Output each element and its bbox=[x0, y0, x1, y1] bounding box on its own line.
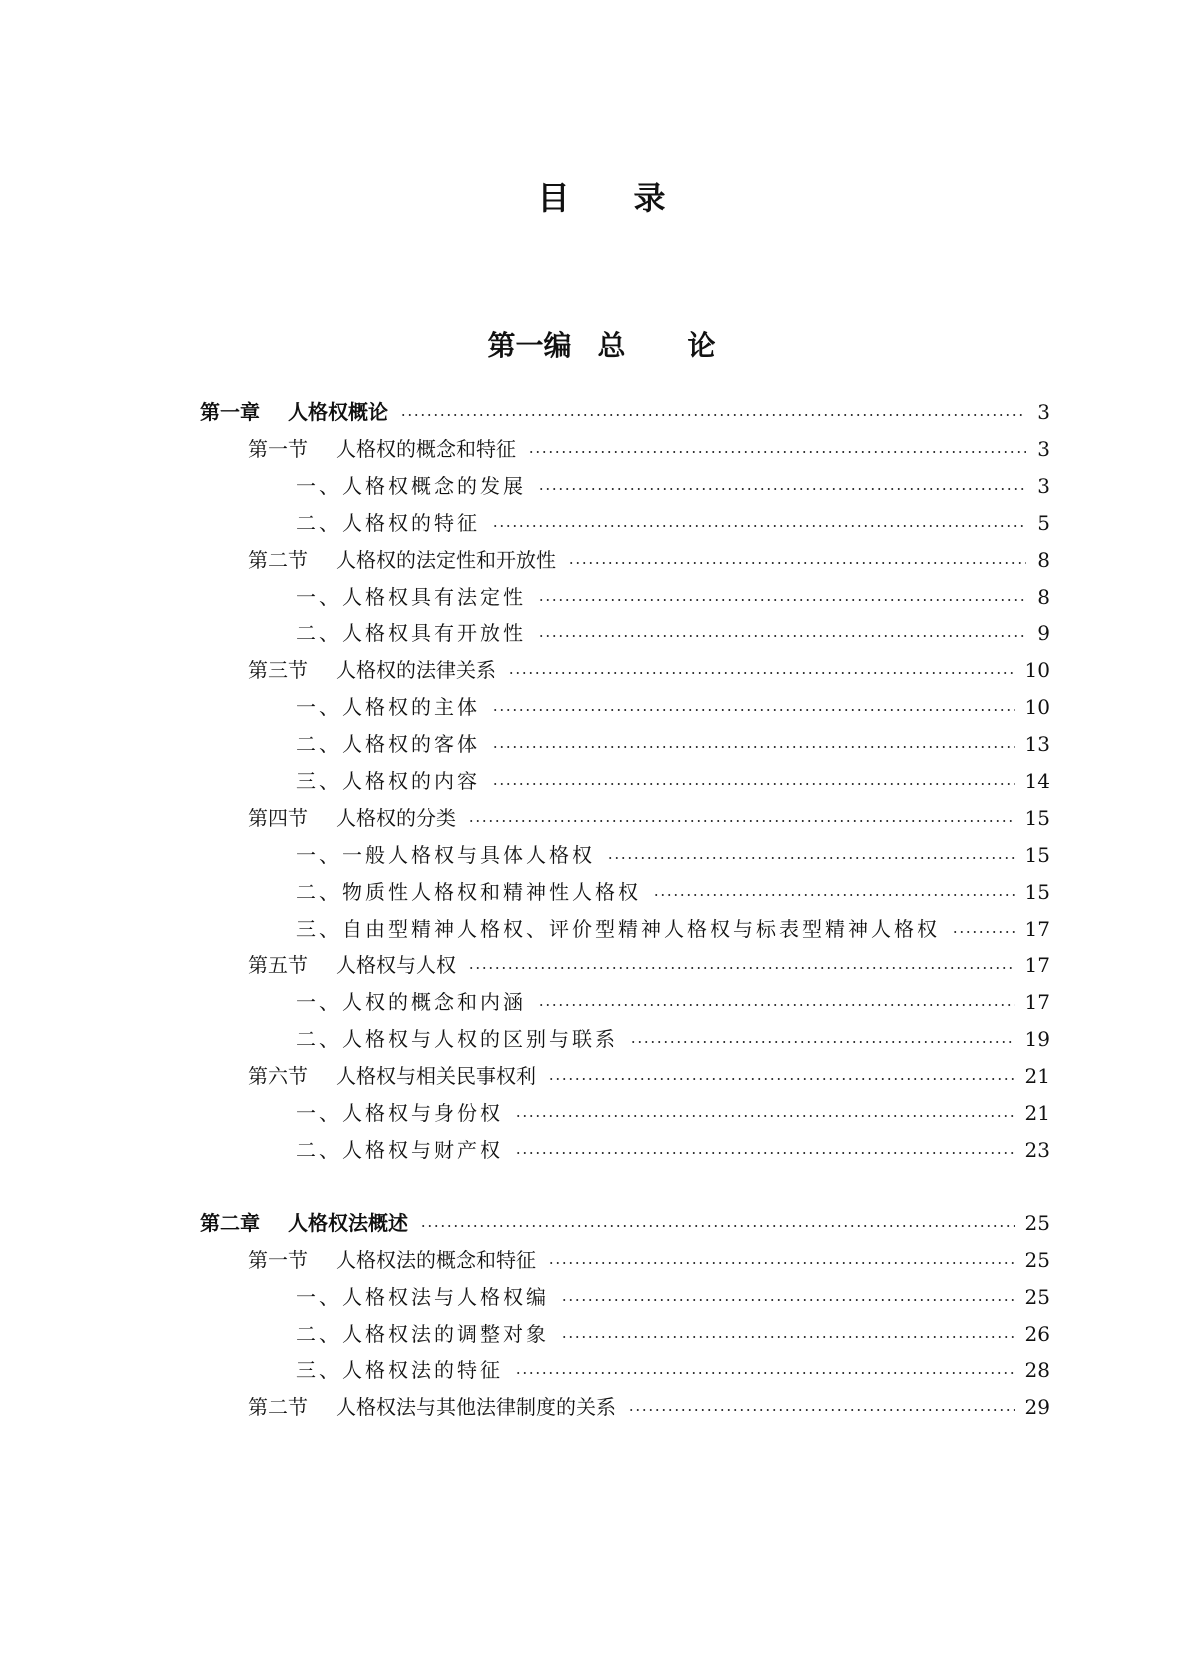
toc-entry-label bbox=[296, 875, 641, 909]
toc-item-row[interactable] bbox=[200, 469, 1050, 503]
toc-section-row[interactable] bbox=[200, 432, 1050, 466]
toc-entry-label bbox=[296, 506, 480, 540]
toc-entry-label bbox=[296, 469, 526, 503]
toc-page-number: 3 bbox=[1037, 400, 1050, 424]
toc-entry-title: 二、人格权法的调整对象 bbox=[296, 1322, 549, 1346]
toc-page-number: 17 bbox=[1024, 917, 1050, 941]
toc-entry-title: 人格权概论 bbox=[288, 400, 388, 424]
toc-entry-label bbox=[296, 1353, 503, 1387]
toc-entry-label bbox=[248, 948, 456, 982]
toc-item-row[interactable] bbox=[200, 1353, 1050, 1387]
toc-item-row[interactable] bbox=[200, 838, 1050, 872]
toc-entry-title: 三、人格权法的特征 bbox=[296, 1358, 503, 1382]
toc-page-number: 15 bbox=[1024, 806, 1050, 830]
dot-leader bbox=[538, 635, 1026, 637]
toc-page-number: 10 bbox=[1024, 658, 1050, 682]
dot-leader bbox=[515, 1152, 1015, 1154]
toc-entry-title: 二、人格权与财产权 bbox=[296, 1138, 503, 1162]
toc-page-number: 14 bbox=[1024, 769, 1050, 793]
toc-entry-title: 人格权法与其他法律制度的关系 bbox=[336, 1395, 616, 1419]
dot-leader bbox=[492, 783, 1015, 785]
toc-page-number: 8 bbox=[1037, 548, 1050, 572]
toc-page-number: 21 bbox=[1024, 1101, 1050, 1125]
toc-item-row[interactable] bbox=[200, 985, 1050, 1019]
toc-entry-label bbox=[296, 727, 480, 761]
toc-item-row[interactable] bbox=[200, 1022, 1050, 1056]
toc-section-row[interactable] bbox=[200, 543, 1050, 577]
dot-leader bbox=[468, 967, 1015, 969]
toc-entry-title: 一、人格权概念的发展 bbox=[296, 474, 526, 498]
toc-section-row[interactable] bbox=[200, 1059, 1050, 1093]
toc-item-row[interactable] bbox=[200, 912, 1050, 946]
toc-page-number: 5 bbox=[1037, 511, 1050, 535]
page-title: 目录 bbox=[537, 179, 730, 217]
dot-leader bbox=[561, 1299, 1015, 1301]
toc-page-number: 15 bbox=[1024, 880, 1050, 904]
toc-entry-label bbox=[296, 1022, 618, 1056]
toc-entry-label bbox=[296, 912, 940, 946]
toc-item-row[interactable] bbox=[200, 1096, 1050, 1130]
toc-page-number: 25 bbox=[1024, 1248, 1050, 1272]
toc-entry-number: 第三节 bbox=[248, 658, 308, 682]
toc-page-number: 9 bbox=[1037, 621, 1050, 645]
dot-leader bbox=[492, 746, 1015, 748]
toc-entry-title: 一、人格权具有法定性 bbox=[296, 585, 526, 609]
toc-entry-number: 第一章 bbox=[200, 400, 260, 424]
toc-page-number: 8 bbox=[1037, 585, 1050, 609]
toc-page-number: 25 bbox=[1024, 1285, 1050, 1309]
toc-section-row[interactable] bbox=[200, 1390, 1050, 1424]
toc-entry-number: 第一节 bbox=[248, 1248, 308, 1272]
toc-entry-title: 二、人格权具有开放性 bbox=[296, 621, 526, 645]
toc-entry-title: 人格权与相关民事权利 bbox=[336, 1064, 536, 1088]
dot-leader bbox=[400, 414, 1026, 416]
dot-leader bbox=[653, 894, 1015, 896]
dot-leader bbox=[515, 1372, 1015, 1374]
toc-entry-title: 人格权法的概念和特征 bbox=[336, 1248, 536, 1272]
toc-page-number: 3 bbox=[1037, 474, 1050, 498]
dot-leader bbox=[548, 1262, 1015, 1264]
toc-entry-number: 第四节 bbox=[248, 806, 308, 830]
toc-entry-title: 人格权的法律关系 bbox=[336, 658, 496, 682]
toc-entry-title: 一、人格权的主体 bbox=[296, 695, 480, 719]
toc-page-number: 15 bbox=[1024, 843, 1050, 867]
toc-entry-label bbox=[248, 543, 556, 577]
toc-section-row[interactable] bbox=[200, 801, 1050, 835]
toc-entry-title: 人格权与人权 bbox=[336, 953, 456, 977]
toc-entry-label bbox=[248, 801, 456, 835]
dot-leader bbox=[630, 1041, 1015, 1043]
dot-leader bbox=[538, 599, 1026, 601]
toc-entry-label bbox=[248, 1390, 616, 1424]
toc-page-number: 23 bbox=[1024, 1138, 1050, 1162]
toc-entry-label bbox=[296, 1317, 549, 1351]
toc-entry-title: 二、人格权与人权的区别与联系 bbox=[296, 1027, 618, 1051]
toc-entry-label bbox=[248, 1243, 536, 1277]
toc-entry-number: 第二章 bbox=[200, 1211, 260, 1235]
part-label: 第一编 bbox=[487, 329, 572, 362]
toc-page-number: 25 bbox=[1024, 1211, 1050, 1235]
toc-item-row[interactable] bbox=[200, 1280, 1050, 1314]
toc-entry-label bbox=[296, 690, 480, 724]
toc-entry-title: 人格权法概述 bbox=[288, 1211, 408, 1235]
toc-item-row[interactable] bbox=[200, 727, 1050, 761]
toc-chapter-row[interactable] bbox=[200, 395, 1050, 429]
toc-entry-number: 第二节 bbox=[248, 1395, 308, 1419]
toc-entry-number: 第六节 bbox=[248, 1064, 308, 1088]
dot-leader bbox=[468, 820, 1015, 822]
dot-leader bbox=[628, 1409, 1015, 1411]
toc-entry-title: 二、物质性人格权和精神性人格权 bbox=[296, 880, 641, 904]
toc-page-number: 21 bbox=[1024, 1064, 1050, 1088]
toc-item-row[interactable] bbox=[200, 1317, 1050, 1351]
toc-entry-title: 三、人格权的内容 bbox=[296, 769, 480, 793]
toc-entry-label bbox=[296, 764, 480, 798]
toc-item-row[interactable] bbox=[200, 1133, 1050, 1167]
dot-leader bbox=[508, 672, 1015, 674]
toc-entry-label bbox=[296, 1280, 549, 1314]
toc-entry-number: 第五节 bbox=[248, 953, 308, 977]
toc-item-row[interactable] bbox=[200, 616, 1050, 650]
toc-item-row[interactable] bbox=[200, 690, 1050, 724]
toc-entry-label bbox=[296, 985, 526, 1019]
toc-page-number: 3 bbox=[1037, 437, 1050, 461]
toc-entry-title: 一、一般人格权与具体人格权 bbox=[296, 843, 595, 867]
toc-entry-title: 二、人格权的特征 bbox=[296, 511, 480, 535]
toc-entry-label bbox=[296, 616, 526, 650]
part-title-first-char: 总 bbox=[597, 329, 626, 362]
toc-entry-title: 一、人权的概念和内涵 bbox=[296, 990, 526, 1014]
dot-leader bbox=[538, 488, 1026, 490]
dot-leader bbox=[492, 709, 1015, 711]
toc-section-row[interactable] bbox=[200, 1243, 1050, 1277]
toc-entry-title: 一、人格权与身份权 bbox=[296, 1101, 503, 1125]
toc-entry-title: 人格权的分类 bbox=[336, 806, 456, 830]
toc-entry-label bbox=[248, 432, 516, 466]
dot-leader bbox=[952, 931, 1015, 933]
toc-page-number: 29 bbox=[1024, 1395, 1050, 1419]
toc-entry-title: 人格权的概念和特征 bbox=[336, 437, 516, 461]
toc-entry-label bbox=[200, 395, 388, 429]
part-title-second-char: 论 bbox=[687, 329, 716, 362]
toc-entry-label bbox=[248, 1059, 536, 1093]
dot-leader bbox=[607, 857, 1015, 859]
toc-page-number: 13 bbox=[1024, 732, 1050, 756]
dot-leader bbox=[568, 562, 1026, 564]
toc-entry-title: 一、人格权法与人格权编 bbox=[296, 1285, 549, 1309]
toc-section-row[interactable] bbox=[200, 948, 1050, 982]
dot-leader bbox=[538, 1004, 1015, 1006]
part-title bbox=[0, 326, 1203, 366]
dot-leader bbox=[492, 525, 1026, 527]
dot-leader bbox=[561, 1336, 1015, 1338]
toc-page-number: 17 bbox=[1024, 953, 1050, 977]
toc-page-number: 17 bbox=[1024, 990, 1050, 1014]
toc-entry-label bbox=[296, 1096, 503, 1130]
toc-item-row[interactable] bbox=[200, 506, 1050, 540]
toc-section-row[interactable] bbox=[200, 653, 1050, 687]
toc-entry-label bbox=[248, 653, 496, 687]
toc-item-row[interactable] bbox=[200, 875, 1050, 909]
toc-page-number: 28 bbox=[1024, 1358, 1050, 1382]
toc-entry-label bbox=[200, 1206, 408, 1240]
toc-item-row[interactable] bbox=[200, 580, 1050, 614]
dot-leader bbox=[420, 1225, 1015, 1227]
toc-entry-label bbox=[296, 580, 526, 614]
toc-entry-title: 三、自由型精神人格权、评价型精神人格权与标表型精神人格权 bbox=[296, 917, 940, 941]
dot-leader bbox=[515, 1115, 1015, 1117]
dot-leader bbox=[548, 1078, 1015, 1080]
toc-entry-title: 二、人格权的客体 bbox=[296, 732, 480, 756]
toc-page-number: 10 bbox=[1024, 695, 1050, 719]
toc-item-row[interactable] bbox=[200, 764, 1050, 798]
toc-entry-title: 人格权的法定性和开放性 bbox=[336, 548, 556, 572]
toc-entry-label bbox=[296, 838, 595, 872]
toc-entry-label bbox=[296, 1133, 503, 1167]
toc-entry-number: 第二节 bbox=[248, 548, 308, 572]
dot-leader bbox=[528, 451, 1026, 453]
toc-page-number: 26 bbox=[1024, 1322, 1050, 1346]
toc-chapter-row[interactable] bbox=[200, 1206, 1050, 1240]
toc-page-number: 19 bbox=[1024, 1027, 1050, 1051]
toc-entry-number: 第一节 bbox=[248, 437, 308, 461]
